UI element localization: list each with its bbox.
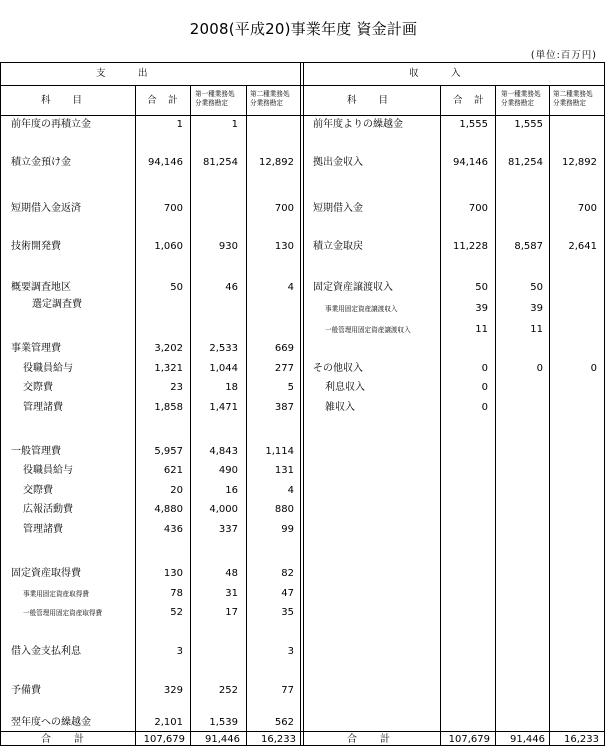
expense-row-11-total: 621 bbox=[163, 465, 183, 476]
income-row-7-a2: 0 bbox=[590, 363, 597, 374]
expense-row-8-a1: 18 bbox=[225, 382, 238, 393]
income-grand-acct1: 91,446 bbox=[510, 734, 545, 745]
expense-row-10-total: 5,957 bbox=[154, 446, 183, 457]
expense-row-1-a1: 81,254 bbox=[203, 157, 238, 168]
expense-row-14-a1: 337 bbox=[218, 524, 238, 535]
expense-row-14-total: 436 bbox=[163, 524, 183, 535]
expense-row-3-a1: 930 bbox=[218, 241, 238, 252]
expense-row-6-total: 3,202 bbox=[154, 343, 183, 354]
expense-row-2-label: 短期借入金返済 bbox=[11, 203, 81, 214]
income-acct2-header-l2: 分業務勘定 bbox=[553, 99, 586, 107]
income-row-8-total: 0 bbox=[481, 382, 488, 393]
expense-row-1-total: 94,146 bbox=[148, 157, 183, 168]
expense-row-8-total: 23 bbox=[170, 382, 183, 393]
col-divider-exp-total bbox=[190, 85, 191, 745]
expense-row-20-a2: 562 bbox=[274, 717, 294, 728]
expense-row-7-total: 1,321 bbox=[154, 363, 183, 374]
expense-row-10-a2: 1,114 bbox=[265, 446, 294, 457]
expense-row-14-label: 管理諸費 bbox=[23, 524, 63, 535]
expense-total-header: 合 計 bbox=[147, 95, 179, 106]
expense-row-19-a2: 77 bbox=[281, 685, 294, 696]
expense-row-10-a1: 4,843 bbox=[209, 446, 238, 457]
expense-row-6-a2: 669 bbox=[274, 343, 294, 354]
income-row-8-label: 利息収入 bbox=[325, 382, 365, 393]
expense-row-1-a2: 12,892 bbox=[259, 157, 294, 168]
expense-row-20-total: 2,101 bbox=[154, 717, 183, 728]
expense-row-17-a1: 17 bbox=[225, 607, 238, 618]
col-divider-inc-a1 bbox=[549, 85, 550, 745]
expense-acct1-header-l2: 分業務勘定 bbox=[195, 99, 228, 107]
expense-row-13-label: 広報活動費 bbox=[23, 504, 73, 515]
expense-row-7-a2: 277 bbox=[274, 363, 294, 374]
expense-row-12-total: 20 bbox=[170, 485, 183, 496]
expense-row-16-a1: 31 bbox=[225, 588, 238, 599]
income-row-0-total: 1,555 bbox=[459, 119, 488, 130]
expense-row-9-total: 1,858 bbox=[154, 402, 183, 413]
expense-grand-acct2: 16,233 bbox=[261, 734, 296, 745]
expense-row-19-total: 329 bbox=[163, 685, 183, 696]
expense-row-16-label: 事業用固定資産取得費 bbox=[23, 590, 89, 598]
income-row-1-a1: 81,254 bbox=[508, 157, 543, 168]
expense-row-14-a2: 99 bbox=[281, 524, 294, 535]
col-divider-inc-item bbox=[440, 85, 441, 745]
income-header: 収 入 bbox=[409, 68, 462, 79]
income-row-6-a1: 11 bbox=[530, 324, 543, 335]
expense-row-13-a1: 4,000 bbox=[209, 504, 238, 515]
income-row-4-total: 50 bbox=[475, 282, 488, 293]
expense-row-2-total: 700 bbox=[163, 203, 183, 214]
expense-row-4-total: 50 bbox=[170, 282, 183, 293]
income-grand-total: 107,679 bbox=[448, 734, 490, 745]
income-acct1-header-l2: 分業務勘定 bbox=[501, 99, 534, 107]
expense-grand-acct1: 91,446 bbox=[205, 734, 240, 745]
expense-row-19-label: 予備費 bbox=[11, 685, 41, 696]
center-divider-a bbox=[300, 63, 301, 745]
expense-row-7-label: 役職員給与 bbox=[23, 363, 73, 374]
expense-row-17-label: 一般管理用固定資産取得費 bbox=[23, 609, 103, 617]
income-row-3-label: 積立金取戻 bbox=[313, 241, 363, 252]
expense-row-4-label: 概要調査地区 bbox=[11, 282, 71, 293]
income-row-9-total: 0 bbox=[481, 402, 488, 413]
income-item-header: 科 目 bbox=[347, 95, 390, 106]
expense-row-9-a2: 387 bbox=[274, 402, 294, 413]
income-row-6-label: 一般管理用固定資産譲渡収入 bbox=[325, 326, 411, 334]
income-row-1-a2: 12,892 bbox=[562, 157, 597, 168]
expense-row-15-a1: 48 bbox=[225, 568, 238, 579]
income-grand-acct2: 16,233 bbox=[564, 734, 599, 745]
income-row-1-label: 拠出金収入 bbox=[313, 157, 363, 168]
expense-row-3-total: 1,060 bbox=[154, 241, 183, 252]
expense-row-5-label: 選定調査費 bbox=[32, 299, 82, 310]
expense-acct2-header-l1: 第二種業務処 bbox=[250, 90, 290, 98]
expense-row-18-label: 借入金支払利息 bbox=[11, 646, 81, 657]
expense-row-18-total: 3 bbox=[176, 646, 183, 657]
page-title: 2008(平成20)事業年度 資金計画 bbox=[189, 20, 418, 38]
expense-total-label: 合 計 bbox=[41, 734, 85, 745]
expense-row-4-a1: 46 bbox=[225, 282, 238, 293]
expense-row-0-total: 1 bbox=[176, 119, 183, 130]
expense-row-8-a2: 5 bbox=[287, 382, 294, 393]
expense-row-1-label: 積立金預け金 bbox=[11, 157, 71, 168]
income-row-3-a2: 2,641 bbox=[568, 241, 597, 252]
expense-header: 支 出 bbox=[96, 68, 149, 79]
expense-row-3-a2: 130 bbox=[274, 241, 294, 252]
expense-row-3-label: 技術開発費 bbox=[11, 241, 61, 252]
expense-row-15-a2: 82 bbox=[281, 568, 294, 579]
expense-row-17-total: 52 bbox=[170, 607, 183, 618]
income-total-label: 合 計 bbox=[347, 734, 391, 745]
income-row-2-a2: 700 bbox=[577, 203, 597, 214]
expense-row-0-a1: 1 bbox=[231, 119, 238, 130]
income-row-5-total: 39 bbox=[475, 303, 488, 314]
expense-row-2-a2: 700 bbox=[274, 203, 294, 214]
expense-row-6-a1: 2,533 bbox=[209, 343, 238, 354]
income-row-3-total: 11,228 bbox=[453, 241, 488, 252]
expense-row-11-label: 役職員給与 bbox=[23, 465, 73, 476]
income-row-6-total: 11 bbox=[475, 324, 488, 335]
expense-row-20-label: 翌年度への繰越金 bbox=[11, 717, 91, 728]
expense-row-9-label: 管理諸費 bbox=[23, 402, 63, 413]
income-row-4-label: 固定資産譲渡収入 bbox=[313, 282, 393, 293]
income-row-4-a1: 50 bbox=[530, 282, 543, 293]
expense-grand-total: 107,679 bbox=[143, 734, 185, 745]
income-acct2-header-l1: 第二種業務処 bbox=[553, 90, 593, 98]
expense-row-12-a2: 4 bbox=[287, 485, 294, 496]
expense-row-0-label: 前年度の再積立金 bbox=[11, 119, 91, 130]
expense-row-19-a1: 252 bbox=[218, 685, 238, 696]
expense-row-17-a2: 35 bbox=[281, 607, 294, 618]
income-row-1-total: 94,146 bbox=[453, 157, 488, 168]
income-acct1-header-l1: 第一種業務処 bbox=[501, 90, 541, 98]
income-row-2-total: 700 bbox=[468, 203, 488, 214]
unit-label: (単位:百万円) bbox=[530, 50, 597, 61]
expense-row-4-a2: 4 bbox=[287, 282, 294, 293]
expense-row-7-a1: 1,044 bbox=[209, 363, 238, 374]
expense-row-15-label: 固定資産取得費 bbox=[11, 568, 81, 579]
expense-row-16-a2: 47 bbox=[281, 588, 294, 599]
expense-row-18-a2: 3 bbox=[287, 646, 294, 657]
income-row-0-label: 前年度よりの繰越金 bbox=[313, 119, 403, 130]
income-row-2-label: 短期借入金 bbox=[313, 203, 363, 214]
expense-row-20-a1: 1,539 bbox=[209, 717, 238, 728]
expense-row-11-a1: 490 bbox=[218, 465, 238, 476]
expense-row-13-total: 4,880 bbox=[154, 504, 183, 515]
expense-row-8-label: 交際費 bbox=[23, 382, 53, 393]
expense-row-16-total: 78 bbox=[170, 588, 183, 599]
expense-item-header: 科 目 bbox=[41, 95, 84, 106]
income-row-5-label: 事業用固定資産譲渡収入 bbox=[325, 305, 398, 313]
income-row-5-a1: 39 bbox=[530, 303, 543, 314]
expense-acct2-header-l2: 分業務勘定 bbox=[250, 99, 283, 107]
income-row-7-a1: 0 bbox=[536, 363, 543, 374]
expense-row-15-total: 130 bbox=[163, 568, 183, 579]
income-row-3-a1: 8,587 bbox=[514, 241, 543, 252]
fund-plan-table bbox=[0, 62, 605, 746]
col-divider-inc-total bbox=[495, 85, 496, 745]
expense-row-6-label: 事業管理費 bbox=[11, 343, 61, 354]
income-row-9-label: 雑収入 bbox=[325, 402, 355, 413]
income-row-7-total: 0 bbox=[481, 363, 488, 374]
income-row-0-a1: 1,555 bbox=[514, 119, 543, 130]
expense-row-11-a2: 131 bbox=[274, 465, 294, 476]
center-divider-b bbox=[303, 63, 304, 745]
income-row-7-label: その他収入 bbox=[313, 363, 363, 374]
expense-acct1-header-l1: 第一種業務処 bbox=[195, 90, 235, 98]
income-total-header: 合 計 bbox=[453, 95, 485, 106]
expense-row-12-label: 交際費 bbox=[23, 485, 53, 496]
expense-row-10-label: 一般管理費 bbox=[11, 446, 61, 457]
expense-row-12-a1: 16 bbox=[225, 485, 238, 496]
expense-row-13-a2: 880 bbox=[274, 504, 294, 515]
expense-row-9-a1: 1,471 bbox=[209, 402, 238, 413]
